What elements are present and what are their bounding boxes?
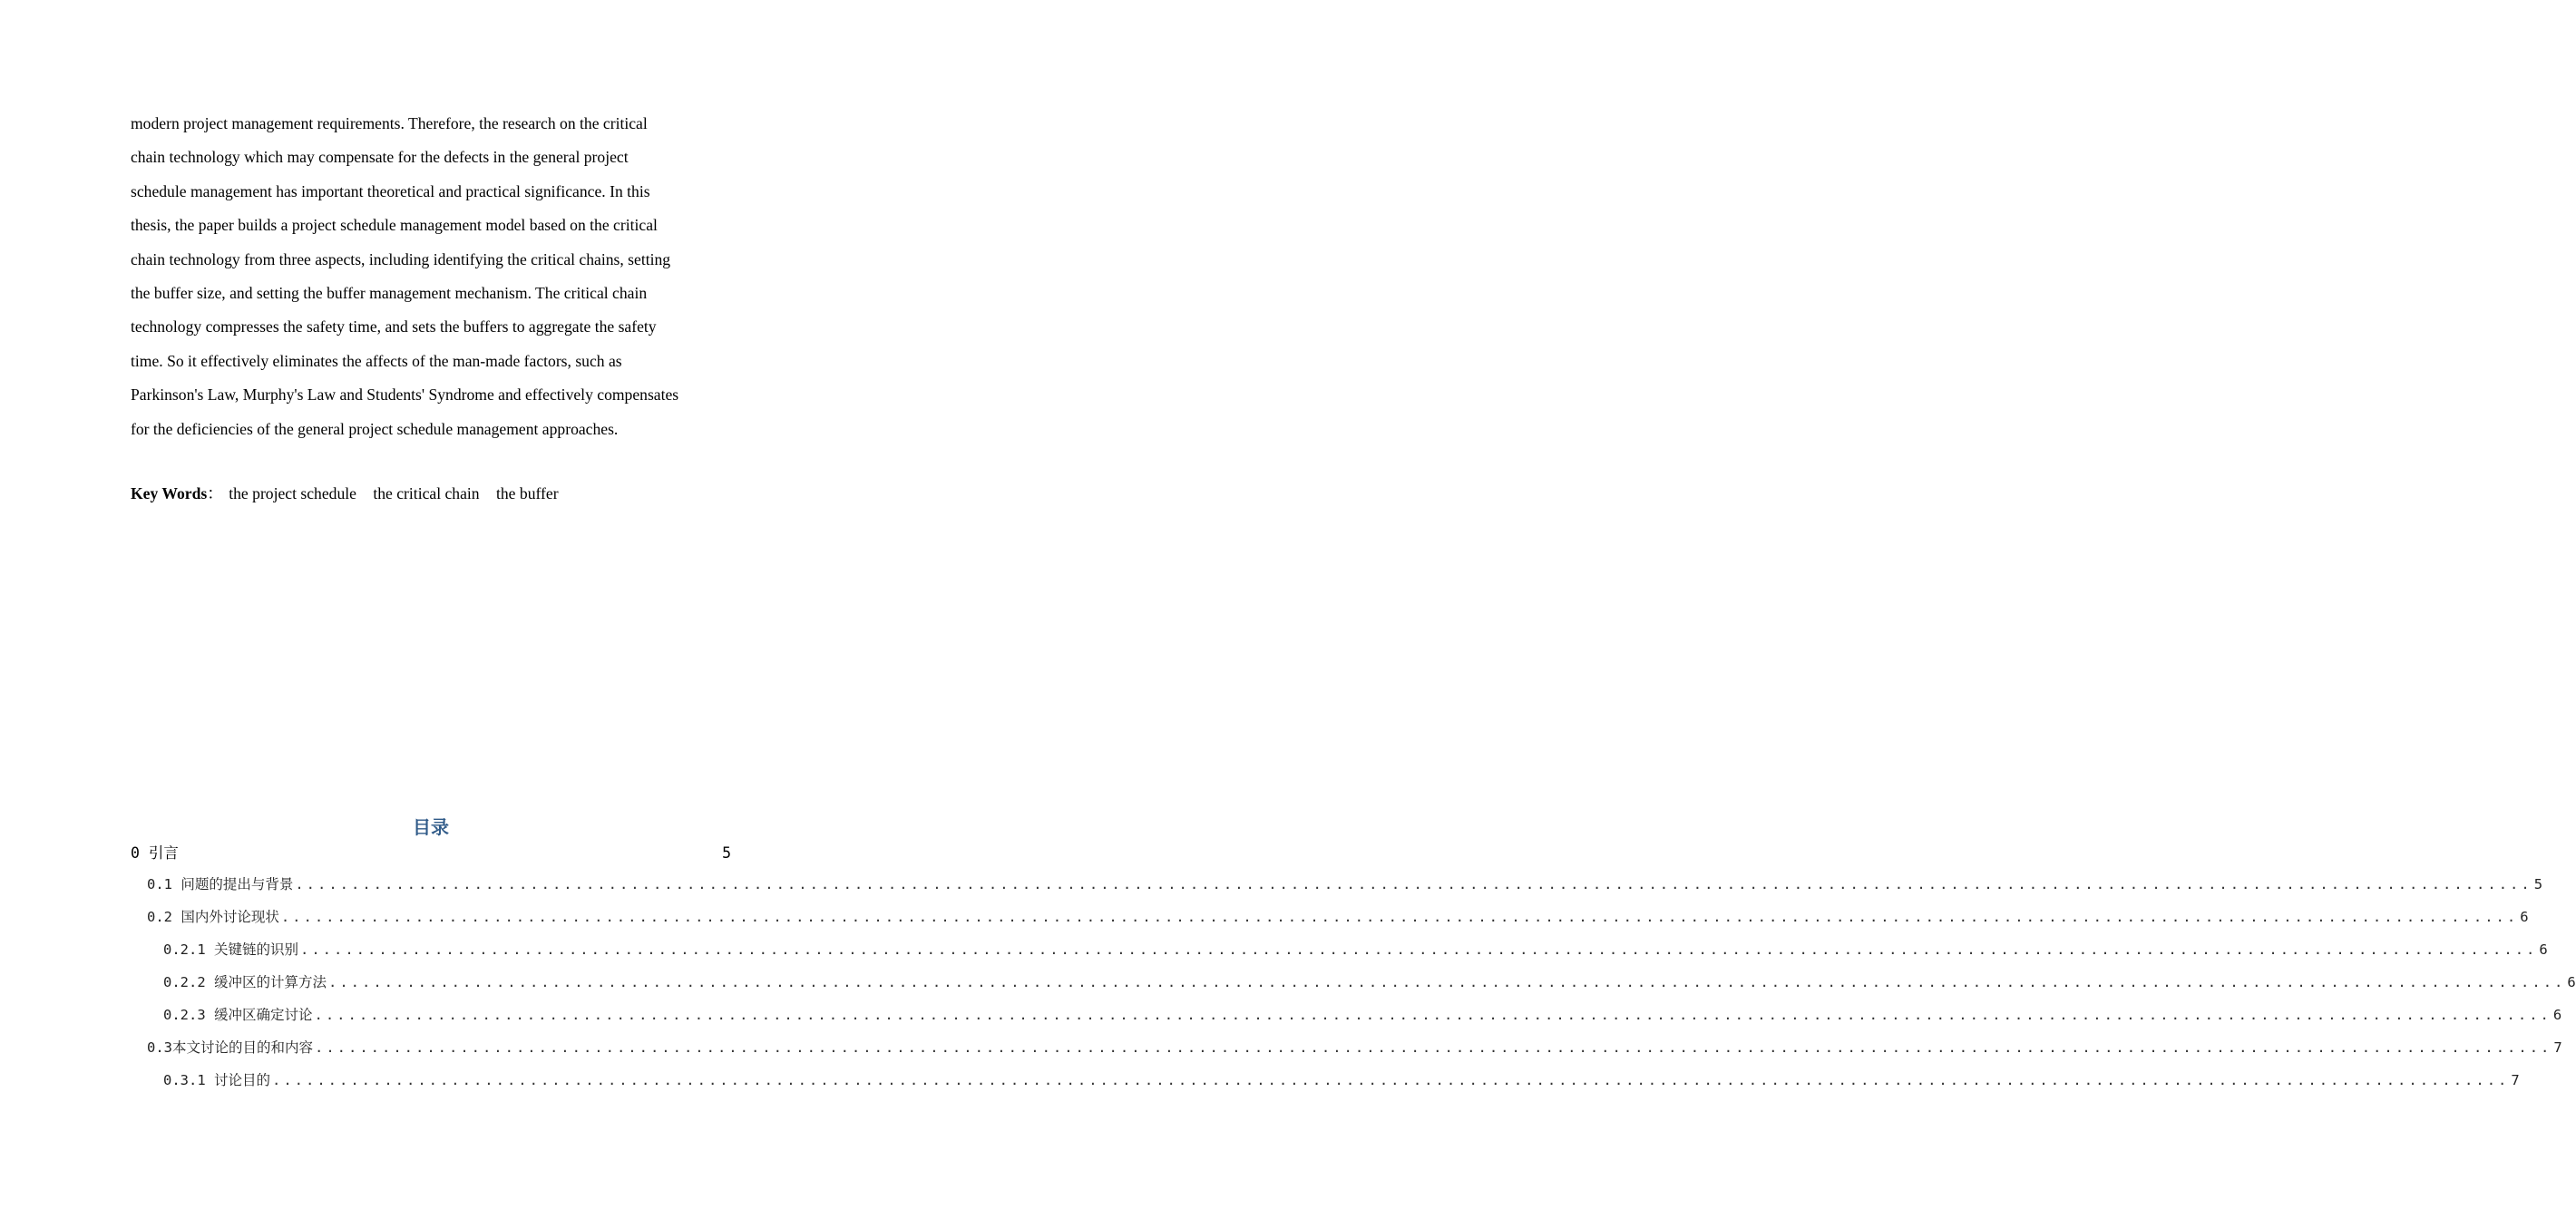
keyword-item: the buffer [496,484,559,502]
toc-entry[interactable] [131,1031,2562,1064]
abstract-line: schedule management has important theoretical and practical significance. In this [131,181,650,200]
keyword-item: the project schedule [229,484,356,502]
abstract-line: time. So it effectively eliminates the affects of the man-made factors, such as [131,351,622,370]
toc-entry-page: 6 [2520,909,2529,925]
toc-entry-text: 0.2.3 缓冲区确定讨论 [163,1007,313,1023]
toc-leader: ........................................................................................................................................................................................................ [280,909,2519,925]
toc-leader: ........................................................................................................................................................................................................ [315,1039,2552,1056]
toc-entry-page: 6 [2567,974,2576,990]
keywords-colon: ： [207,484,223,502]
abstract-line: thesis, the paper builds a project schedule management model based on the critical [131,216,658,235]
toc-entry-text: 0.2.1 关键链的识别 [163,941,298,958]
keywords-label: Key Words [131,484,208,502]
abstract-line: chain technology from three aspects, including identifying the critical chains, setting [131,249,671,268]
toc-entry-text: 0.2.2 缓冲区的计算方法 [163,974,327,990]
toc-entry-page: 7 [2511,1072,2520,1088]
toc-leader: ........................................................................................................................................................................................................ [314,1007,2552,1023]
abstract-line: the buffer size, and setting the buffer management mechanism. The critical chain [131,284,648,303]
abstract-line: modern project management requirements. Therefore, the research on the critical [131,114,648,132]
abstract-line: Parkinson's Law, Murphy's Law and Students' Syndrome and effectively compensates [131,385,679,405]
toc-entry[interactable] [131,1064,2520,1097]
table-of-contents [131,838,2576,1097]
abstract-line: chain technology which may compensate for the defects in the general project [131,148,629,167]
abstract-line: technology compresses the safety time, and sets the buffers to aggregate the safety [131,317,657,336]
toc-entry-text: 0.3本文讨论的目的和内容 [147,1039,313,1056]
toc-entry[interactable] [131,933,2548,966]
toc-title: 目录 [413,816,449,838]
toc-entry[interactable] [131,999,2562,1031]
keyword-item: the critical chain [373,484,480,502]
toc-entry-page: 5 [722,844,731,862]
toc-entry-text: 0.2 国内外讨论现状 [147,909,279,925]
toc-leader: ........................................................................................................................................................................................................ [272,1072,2510,1088]
toc-leader: ........................................................................................................................................................................................................ [300,941,2538,958]
toc-leader: ........................................................................................................................................................................................................ [328,974,2566,990]
toc-entry-page: 6 [2552,1007,2562,1023]
toc-entry-page: 5 [2533,876,2543,892]
keywords-line [131,477,571,511]
toc-entry[interactable] [131,901,2529,933]
toc-entry[interactable] [131,868,2543,901]
toc-leader: ........................................................................................................................................................................................................ [295,876,2532,892]
toc-entry[interactable] [131,966,2576,999]
toc-entry-text: 0.1 问题的提出与背景 [147,876,294,892]
toc-entry-text: 0.3.1 讨论目的 [163,1072,270,1088]
toc-entry-page: 6 [2539,941,2548,958]
toc-entry-text: 0 引言 [131,844,179,862]
toc-entry[interactable] [131,838,731,868]
abstract-paragraph [131,107,734,446]
abstract-line: for the deficiencies of the general project schedule management approaches. [131,419,619,438]
toc-entry-page: 7 [2553,1039,2562,1056]
